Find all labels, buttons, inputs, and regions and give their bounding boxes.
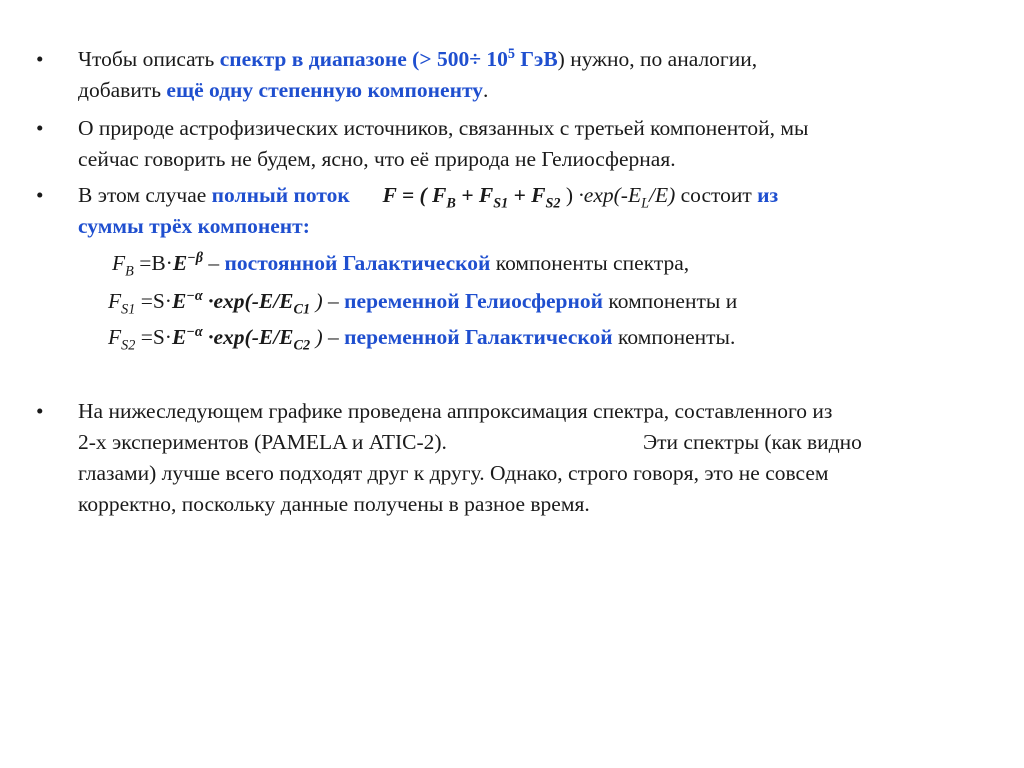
formula-fs2: $F_{S2} =S\cdot E^{-\alpha} \cdot\exp(-E/E_{C2}$ ) – переменной Галактической компоненты. [108, 323, 736, 354]
bullet-marker: • [36, 116, 44, 140]
exp-factor: $\cdot\exp(-E_L/E)$ [578, 183, 676, 212]
bullet-line [78, 427, 998, 458]
text-run: состоит [675, 183, 758, 207]
bullet-text [78, 44, 998, 106]
bullet-line: корректно, поскольку данные получены в разное время. [78, 492, 590, 516]
text-run: 2-х экспериментов (PAMELA и ATIC-2). [78, 430, 447, 454]
total-flux-formula: F = ( $F_B + F_{S1} + F_{S2}$ [382, 183, 561, 212]
bullet-marker: • [36, 399, 44, 423]
highlight-total-flux: полный поток [211, 183, 350, 207]
text-run: Эти спектры (как видно [642, 430, 862, 454]
text-run: Чтобы описать [78, 47, 220, 71]
highlight-power-component: ещё одну степенную компоненту [166, 78, 484, 102]
highlight-constant-galactic: постоянной Галактической [224, 251, 491, 275]
bullet-line: На нижеследующем графике проведена аппроксимация спектра, составленного из [78, 399, 833, 423]
bullet-line [78, 44, 998, 75]
bullet-line [78, 75, 998, 106]
highlight-from: из [757, 183, 779, 207]
bullet-marker: • [36, 183, 44, 207]
highlight-three-components: суммы трёх компонент: [78, 214, 310, 238]
bullet-text [78, 113, 998, 175]
formula-fs1: $F_{S1} =S\cdot E^{-\alpha} \cdot\exp(-E/E_{C1}$ ) – переменной Гелиосферной компоненты и [108, 287, 738, 318]
bullet-text [78, 396, 998, 520]
bullet-marker: • [36, 47, 44, 71]
formula-fb: $F_B =B\cdot E^{-\beta}$ – постоянной Галактической компоненты спектра, [112, 249, 690, 280]
bullet-text [78, 180, 998, 242]
bullet-line: О природе астрофизических источников, связанных с третьей компонентой, мы [78, 116, 809, 140]
text-run: добавить [78, 78, 167, 102]
bullet-line [78, 211, 998, 242]
bullet-line: глазами) лучше всего подходят друг к другу. Однако, строго говоря, это не совсем [78, 461, 829, 485]
bullet-line: В этом случае полный поток F = ( $F_B + F_{S1} + F_{S2}$ ) $\cdot\exp(-E_L/E)$ состоит из [78, 183, 779, 212]
bullet-line: сейчас говорить не будем, ясно, что её природа не Гелиосферная. [78, 147, 676, 171]
highlight-variable-galactic: переменной Галактической [344, 325, 613, 349]
highlight-variable-heliospheric: переменной Гелиосферной [344, 289, 603, 313]
text-run: ) нужно, по аналогии, [557, 47, 758, 71]
text-run: . [483, 78, 489, 102]
highlight-spectrum-range: спектр в диапазоне (> $500\div 10^5$ ГэВ [219, 45, 558, 71]
text-run: В этом случае [78, 183, 212, 207]
